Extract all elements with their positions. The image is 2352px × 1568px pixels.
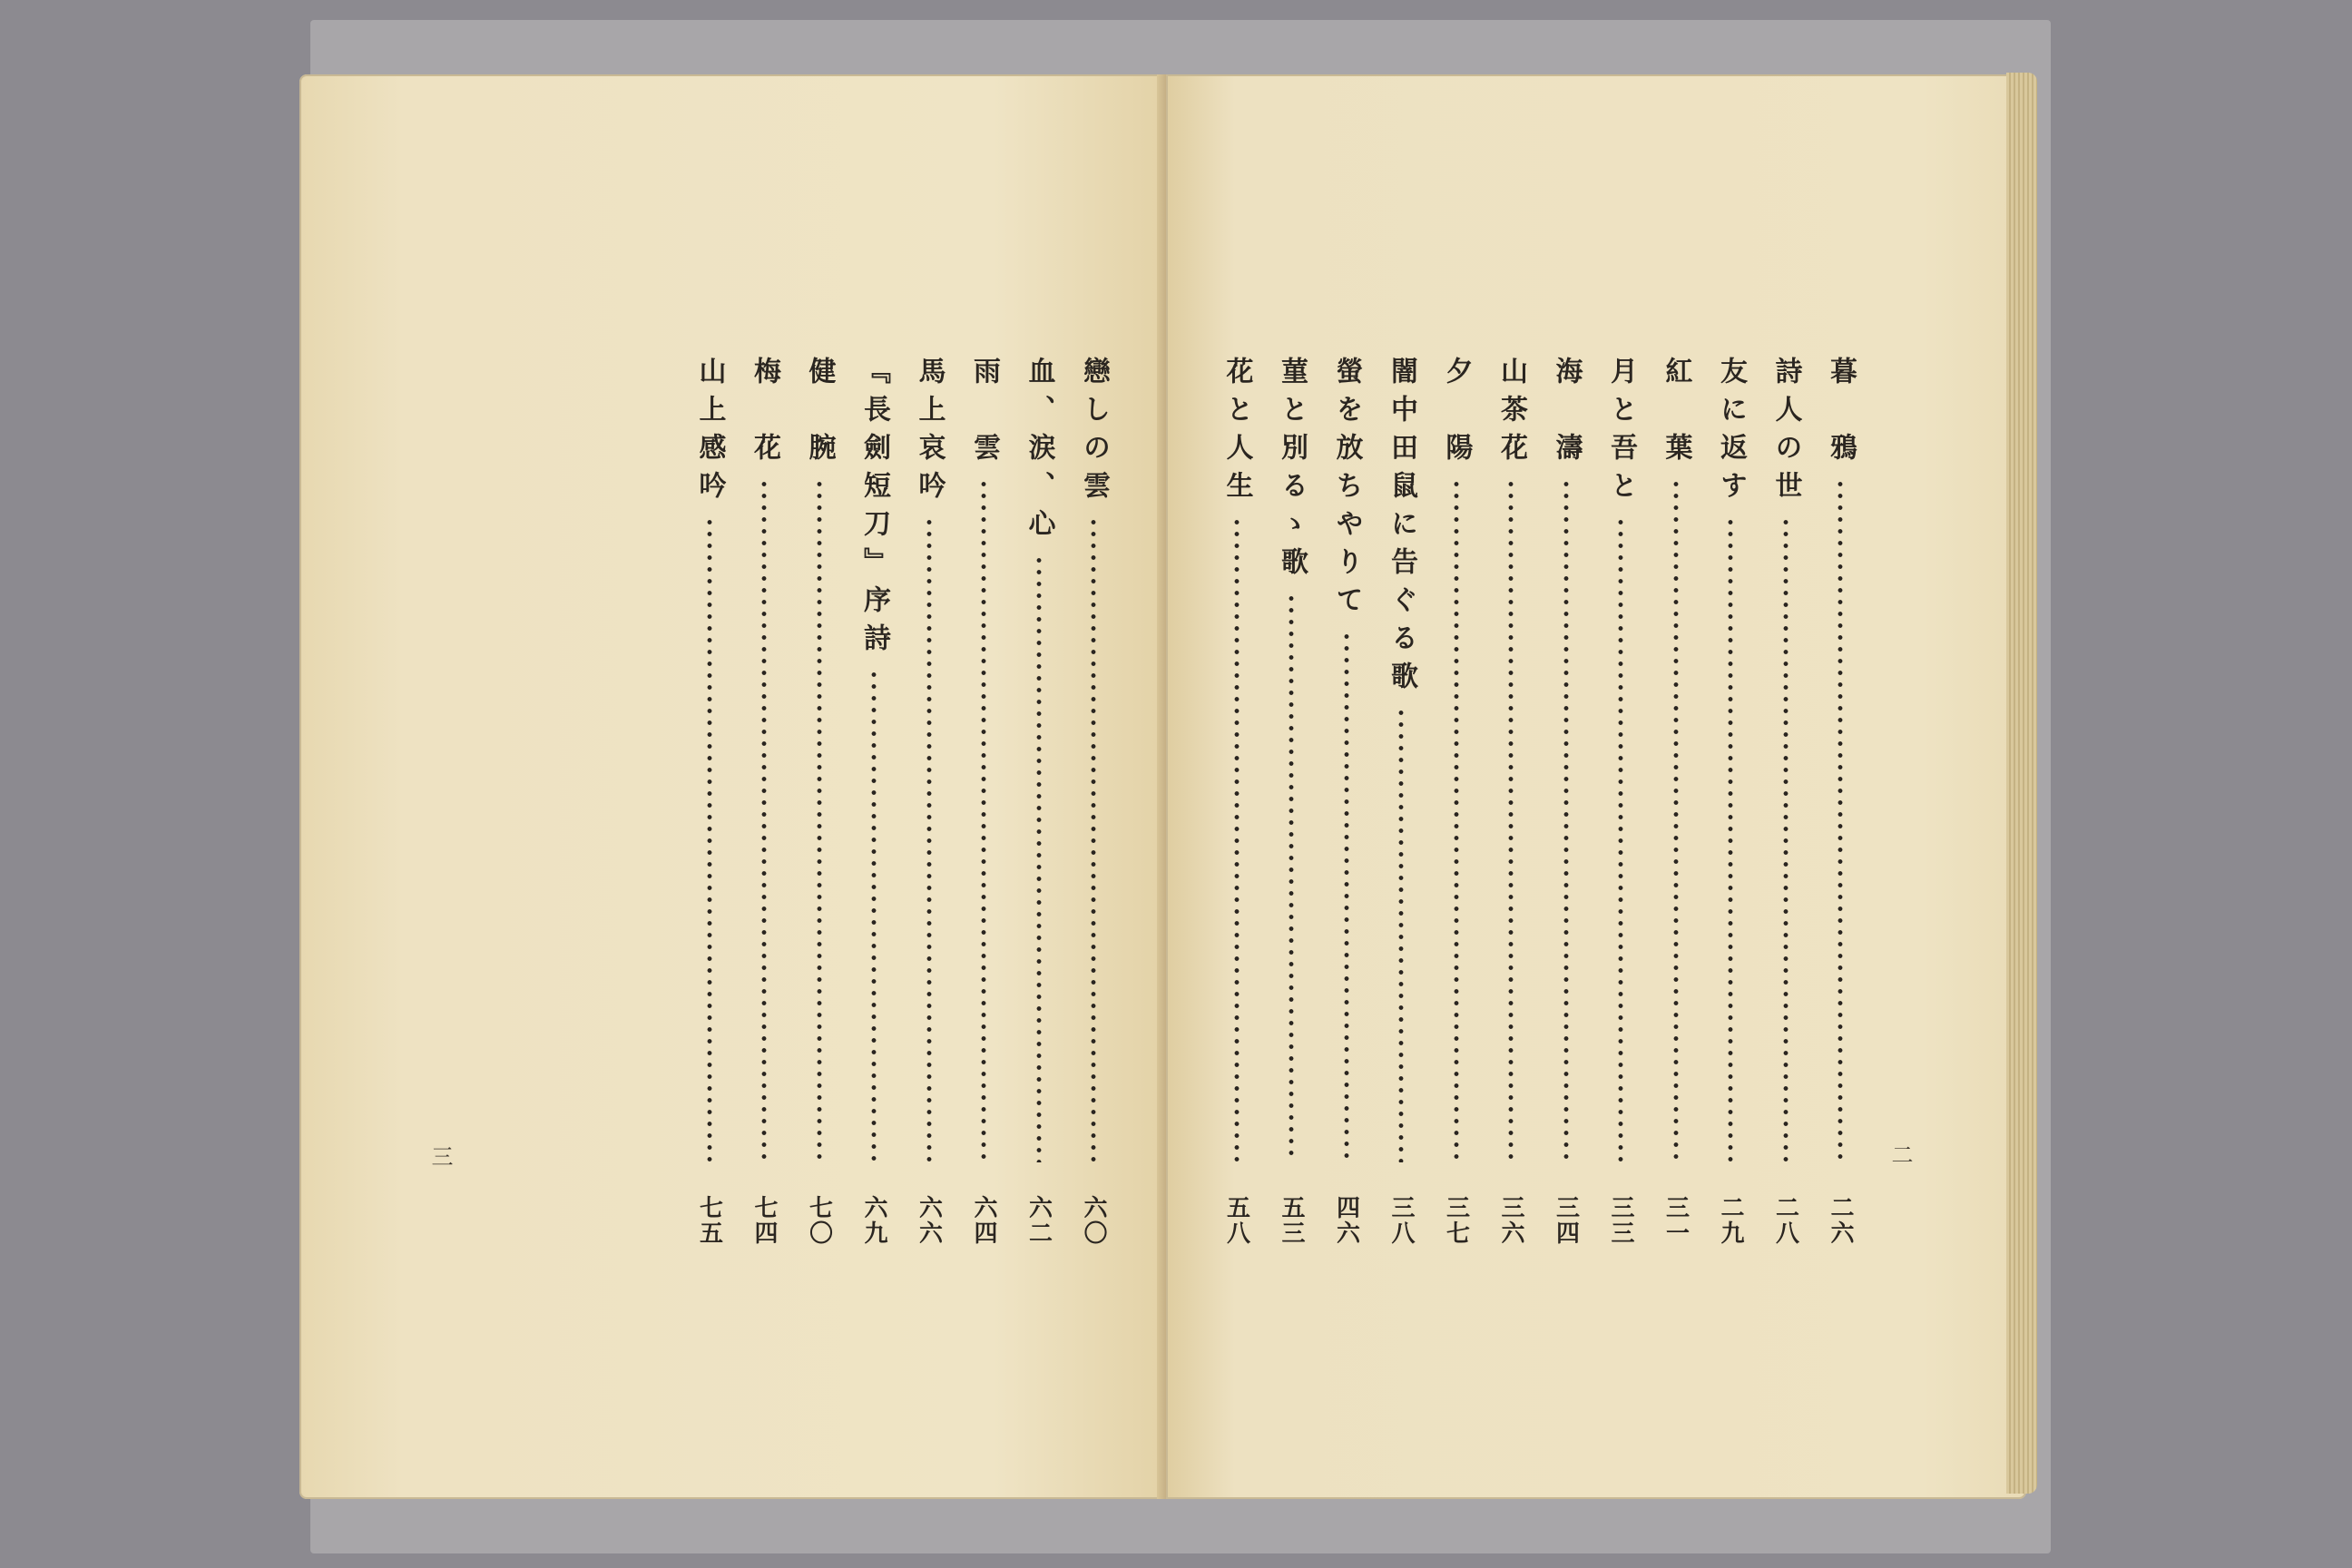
toc-entry — [1219, 357, 1255, 1246]
toc-entry-page-number: 三六 — [1497, 1195, 1524, 1246]
toc-entry-page-number: 七四 — [750, 1195, 778, 1246]
leader-dots — [1344, 631, 1349, 1162]
leader-dots — [1398, 707, 1404, 1162]
toc-entry — [1602, 357, 1639, 1246]
page-edges — [2006, 73, 2037, 1494]
toc-entry — [1768, 357, 1804, 1246]
toc-entry — [965, 357, 1002, 1246]
toc-entry-page-number: 五八 — [1222, 1195, 1250, 1246]
toc-entry-page-number: 二九 — [1717, 1195, 1744, 1246]
toc-entry — [1438, 357, 1475, 1246]
leader-dots — [707, 516, 712, 1162]
toc-entry-title: 血、涙、心 — [1023, 357, 1055, 547]
toc-entry-title: 戀しの雲 — [1078, 357, 1110, 509]
toc-entry-title: 花と人生 — [1220, 357, 1253, 509]
toc-entry-page-number: 六〇 — [1080, 1195, 1107, 1246]
toc-entry-page-number: 七〇 — [805, 1195, 833, 1246]
toc-entry — [1548, 357, 1584, 1246]
toc-entry-title: 馬上哀吟 — [913, 357, 946, 509]
leader-dots — [817, 478, 822, 1162]
leader-dots — [981, 478, 986, 1162]
toc-entry — [1712, 357, 1749, 1246]
toc-entry-page-number: 三三 — [1607, 1195, 1634, 1246]
leader-dots — [1508, 478, 1514, 1162]
page-folio-left: 三 — [427, 1145, 453, 1167]
toc-entry-page-number: 七五 — [695, 1195, 723, 1246]
leader-dots — [1563, 478, 1569, 1162]
toc-entry — [1493, 357, 1529, 1246]
toc-entry-page-number: 三一 — [1661, 1195, 1690, 1246]
toc-entry-page-number: 三八 — [1387, 1195, 1415, 1246]
leader-dots — [1673, 478, 1679, 1162]
toc-entry-page-number: 六六 — [915, 1195, 943, 1246]
toc-entry-title: 山茶花 — [1495, 357, 1527, 471]
toc-entry-title: 雨 雲 — [968, 357, 1000, 471]
toc-entry-page-number: 二六 — [1827, 1195, 1854, 1246]
toc-entry-page-number: 二八 — [1771, 1195, 1799, 1246]
toc-entry — [1822, 357, 1858, 1246]
leader-dots — [1454, 478, 1459, 1162]
toc-entry-page-number: 五三 — [1278, 1195, 1305, 1246]
leader-dots — [871, 669, 877, 1162]
leader-dots — [1091, 516, 1096, 1162]
toc-entry — [1021, 357, 1057, 1246]
toc-entry-page-number: 六九 — [860, 1195, 887, 1246]
toc-entry-title: 友に返す — [1715, 357, 1747, 509]
toc-entry-page-number: 六二 — [1024, 1195, 1053, 1246]
toc-entry — [746, 357, 782, 1246]
toc-entry-page-number: 三四 — [1552, 1195, 1580, 1246]
leader-dots — [1289, 593, 1294, 1162]
leader-dots — [926, 516, 932, 1162]
toc-entry-title: 紅 葉 — [1660, 357, 1692, 471]
leader-dots — [1783, 516, 1788, 1162]
leader-dots — [1234, 516, 1240, 1162]
toc-entry — [801, 357, 838, 1246]
toc-entry — [1658, 357, 1694, 1246]
leader-dots — [1036, 554, 1042, 1162]
page-folio-right: 二 — [1887, 1143, 1913, 1165]
toc-entry-title: 暮 鴉 — [1825, 357, 1857, 471]
leader-dots — [1618, 516, 1623, 1162]
toc-entry-page-number: 三七 — [1442, 1195, 1470, 1246]
leader-dots — [1728, 516, 1733, 1162]
toc-entry-page-number: 六四 — [970, 1195, 997, 1246]
toc-entry-title: 海 濤 — [1550, 357, 1583, 471]
toc-entry-page-number: 四六 — [1332, 1195, 1360, 1246]
toc-entry — [1383, 357, 1419, 1246]
toc-entry — [911, 357, 947, 1246]
toc-entry — [856, 357, 892, 1246]
toc-entry — [1075, 357, 1112, 1246]
toc-entry-title: 山上感吟 — [693, 357, 726, 509]
toc-entry — [691, 357, 728, 1246]
leader-dots — [1838, 478, 1843, 1162]
toc-entry-title: 螢を放ちやりて — [1330, 357, 1363, 623]
toc-entry-title: 夕 陽 — [1440, 357, 1473, 471]
toc-entry-title: 詩人の世 — [1769, 357, 1802, 509]
toc-entry — [1328, 357, 1365, 1246]
toc-entry-title: 月と吾と — [1605, 357, 1637, 509]
toc-entry-title: 『長劍短刀』序詩 — [858, 357, 890, 662]
leader-dots — [761, 478, 767, 1162]
toc-entry-title: 菫と別るゝ歌 — [1276, 357, 1308, 585]
toc-entry — [1273, 357, 1309, 1246]
toc-entry-title: 闇中田鼠に告ぐる歌 — [1386, 357, 1417, 700]
toc-entry-title: 健 腕 — [803, 357, 836, 471]
toc-entry-title: 梅 花 — [749, 357, 780, 471]
